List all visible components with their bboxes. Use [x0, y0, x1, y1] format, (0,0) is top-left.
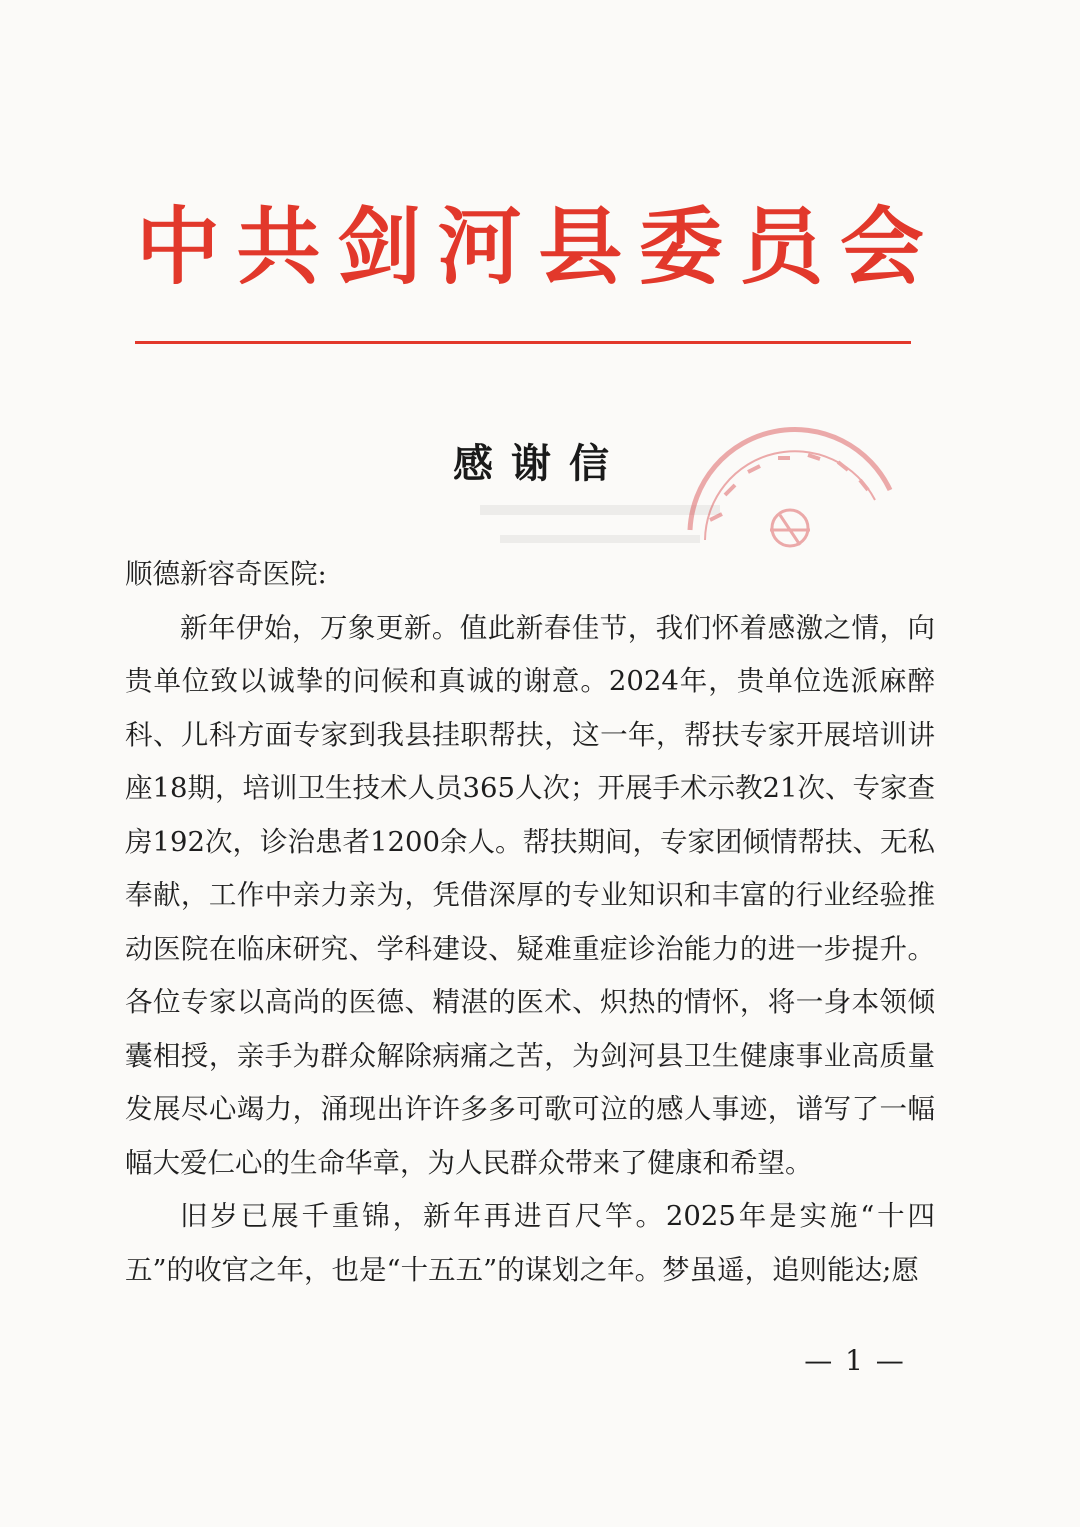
- letter-body: [125, 548, 935, 1297]
- body-paragraph: 新年伊始，万象更新。值此新春佳节，我们怀着感激之情，向贵单位致以诚挚的问候和真诚的谢意。2024年，贵单位选派麻醉科、儿科方面专家到我县挂职帮扶，这一年，帮扶专家开展培训讲座18期，培训卫生技术人员365人次；开展手术示教21次、专家查房192次，诊治患者1200余人。帮扶期间，专家团倾情帮扶、无私奉献，工作中亲力亲为，凭借深厚的专业知识和丰富的行业经验推动医院在临床研究、学科建设、疑难重症诊治能力的进一步提升。各位专家以高尚的医德、精湛的医术、炽热的情怀，将一身本领倾囊相授，亲手为群众解除病痛之苦，为剑河县卫生健康事业高质量发展尽心竭力，涌现出许许多多可歌可泣的感人事迹，谱写了一幅幅大爱仁心的生命华章，为人民群众带来了健康和希望。: [125, 611, 935, 1179]
- organization-char: 剑: [337, 196, 422, 296]
- organization-header: [130, 180, 930, 300]
- organization-char: 中: [135, 196, 220, 296]
- page-number: — 1 —: [804, 1344, 906, 1377]
- header-divider: [135, 341, 911, 344]
- document-title: 感谢信: [453, 440, 627, 487]
- organization-char: 县: [538, 196, 623, 296]
- organization-char: 会: [839, 196, 924, 296]
- organization-char: 河: [437, 196, 522, 296]
- organization-char: 委: [638, 196, 723, 296]
- organization-char: 共: [236, 196, 321, 296]
- organization-char: 员: [739, 196, 824, 296]
- body-paragraph: 旧岁已展千重锦，新年再进百尺竿。2025年是实施“十四五”的收官之年，也是“十五五”的谋划之年。梦虽遥，追则能达;愿: [125, 1200, 935, 1286]
- salutation: 顺德新容奇医院:: [125, 558, 327, 590]
